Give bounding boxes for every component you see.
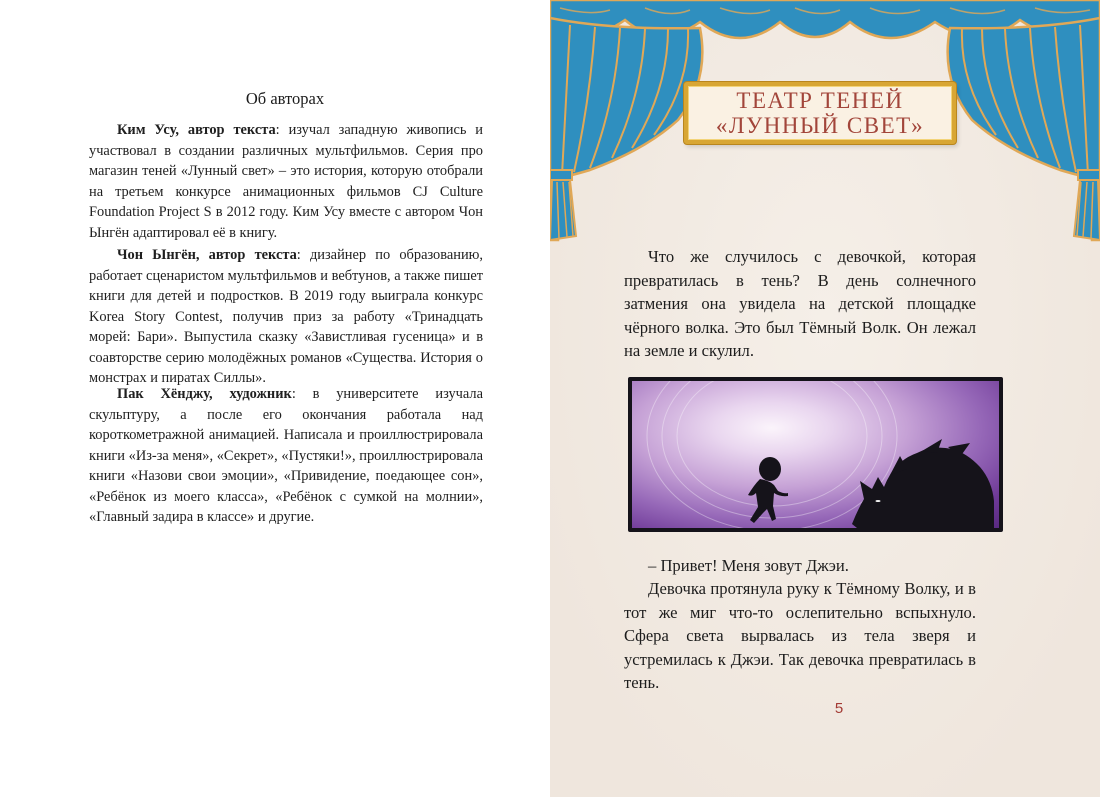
right-page xyxy=(550,0,1100,797)
author-bio-kim-usu xyxy=(89,120,483,243)
author-bio-text: : дизайнер по образованию, работает сценаристом мультфильмов и вебтунов, а также пишет книги для детей и подростков. В 2019 году выиграла конкурс Korea Story Contest, получив приз за работу «Тринадцать морей: Бари». Выпустила сказку «Завистливая гусеница» и в соавторстве серию молодёжных романов «Существа. История о монстрах и пиратах Силлы». xyxy=(89,247,483,386)
author-bio-chon-yngyon xyxy=(89,245,483,389)
story-paragraph-2: Девочка протянула руку к Тёмному Волку, и в тот же миг что-то ослепительно вспыхнуло. Сфера света вырвалась из тела зверя и устремилась к Джэи. Так девочка превратилась в тень. xyxy=(624,579,976,692)
author-name: Чон Ынгён, автор текста xyxy=(117,247,297,263)
author-bio-pak-hyondzhu xyxy=(89,384,483,528)
author-bio-text: : в университете изучала скульптуру, а после его окончания работала над короткометражной анимацией. Написала и проиллюстрировала книги «Из-за меня», «Секрет», «Пустяки!», проиллюстрировала книги «Назови свои эмоции», «Привидение, поедающее сон», «Ребёнок из моего класса», «Ребёнок с сумкой на молнии», «Главный задира в классе» и другие. xyxy=(89,386,483,525)
author-name: Пак Хёнджу, художник xyxy=(117,386,292,402)
story-paragraph-1: Что же случилось с девочкой, которая превратилась в тень? В день солнечного затмения она увидела на детской площадке чёрного волка. Это был Тёмный Волк. Он лежал на земле и скулил. xyxy=(624,247,976,360)
theater-sign xyxy=(684,82,956,144)
girl-and-wolf-silhouette-icon xyxy=(632,381,999,528)
page-title: Об авторах xyxy=(245,89,325,108)
author-name: Ким Усу, автор текста xyxy=(117,122,276,138)
sign-title-line-1: ТЕАТР ТЕНЕЙ xyxy=(736,88,904,113)
sign-title-line-2: «ЛУННЫЙ СВЕТ» xyxy=(715,113,925,138)
author-bio-text: : изучал западную живопись и участвовал в создании различных мультфильмов. Серия про магазин теней «Лунный свет» – это история, которую отобрали на третьем конкурсе анимационных фильмов CJ Culture Foundation Project S в 2012 году. Ким Усу вместе с автором Чон Ынгён адаптировал её в книгу. xyxy=(89,122,483,241)
page-number: 5 xyxy=(834,700,844,717)
girl-and-wolf-illustration xyxy=(628,377,1003,532)
story-dialogue-line: – Привет! Меня зовут Джэи. xyxy=(648,556,849,575)
